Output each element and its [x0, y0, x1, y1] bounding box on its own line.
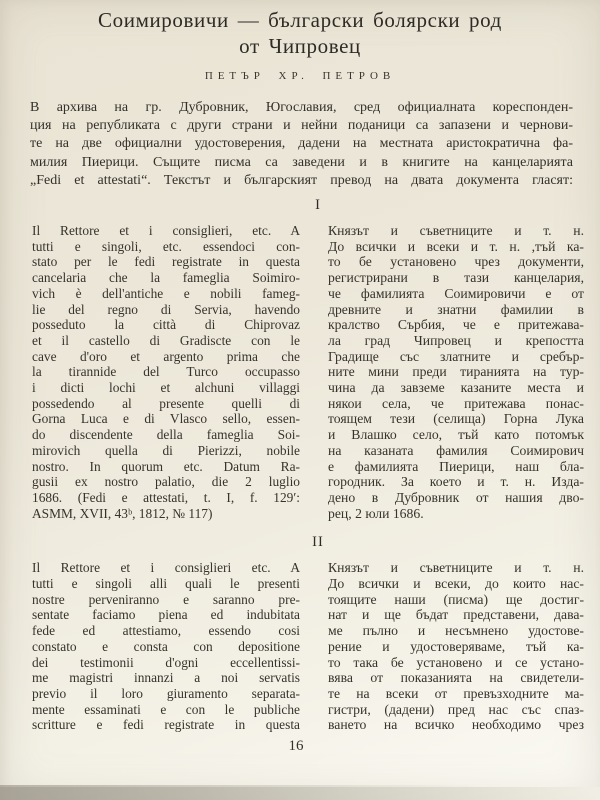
text-line: на казаната фамилия Соимирович [328, 442, 584, 458]
text-line: Князът и съветниците и т. н. [328, 560, 584, 576]
text-line: do discendente della fameglia Soi- [32, 427, 300, 443]
text-line: и Влашко село, тъй като потомък [328, 427, 584, 443]
text-line: posseduto la città di Chiprovaz [32, 317, 300, 333]
text-line: dei testimonii d'ogni eccellentissi- [32, 654, 300, 670]
text-line: че фамилията Соимировичи е от [328, 285, 584, 301]
text-line: mirovich quella di Pierizzi, nobile [32, 442, 300, 458]
text-line: previo il loro giuramento separata- [32, 686, 300, 701]
text-line: е фамилията Пиерици, наш бла- [328, 458, 584, 474]
text-line: древните и знатни фамилии в [328, 301, 584, 317]
section-1-left-column-italian [32, 223, 300, 521]
text-line: nostro. In quorum etc. Datum Ra- [32, 458, 300, 474]
photo-bottom-edge [0, 787, 600, 800]
text-line: sentate faciamo piena ed indubitata [32, 607, 300, 623]
text-line: Il Rettore et i consiglieri etc. A [32, 560, 300, 576]
text-line: la tirannide del Turco occupasso [32, 364, 300, 380]
text-line: ла град Чипровец и крепостта [328, 332, 584, 348]
text-line: ция на републиката с други страни и нейни поданици са запазени и чернови- [30, 118, 573, 134]
text-line: lie del regno di Servia, havendo [32, 301, 300, 317]
text-line: те на две официални удостоверения, дадени на местната аристократична фа- [30, 136, 573, 152]
section-1-right-column-bulgarian [328, 223, 584, 521]
text-line: i dicti lochi et alchuni villaggi [32, 380, 300, 396]
text-line: ването на всичко необходимо чрез [328, 717, 584, 733]
text-line: регистрирани в тази канцелария, [328, 270, 584, 286]
text-line: В архива на гр. Дубровник, Югославия, сред официалната кореспонден- [30, 100, 573, 115]
section-2-left-column-italian [32, 560, 300, 733]
text-line: scritture e fedi registrate in questa [32, 717, 300, 733]
text-line: gusii ex nostro palatio, die 2 luglio [32, 474, 300, 490]
section-marker-1: I [315, 197, 321, 214]
text-line: кралство Сърбия, че е притежава- [328, 317, 584, 333]
text-line: me magistri innanzi a noi servatis [32, 670, 300, 686]
text-line: fede ed attestiamo, essendo cosi [32, 623, 300, 639]
text-line: ASMM, XVII, 43ᵇ, 1812, № 117) [32, 505, 213, 521]
text-line: дено в Дубровник от нашия дво- [328, 489, 584, 505]
text-line: Градище със златните и сребър- [328, 348, 584, 364]
text-line: constato e consta con depositione [32, 638, 300, 654]
text-line: чина да завземе казаните места и [328, 380, 584, 396]
section-2-columns [32, 560, 584, 733]
page-title-line-2: от Чипровец [239, 34, 361, 58]
text-line: те на всеки от превъзходните ма- [328, 686, 584, 701]
text-line: Gorna Luca e di Vlasco sello, essen- [32, 411, 300, 427]
text-line: До всички и всеки и т. н. ,тъй ка- [328, 238, 584, 254]
author-name: ПЕТЪР ХР. ПЕТРОВ [204, 70, 396, 82]
text-line: городник. За което и т. н. Изда- [328, 474, 584, 490]
text-line: рец, 2 юли 1686. [328, 505, 424, 521]
text-line: cancelaria che la fameglia Soimiro- [32, 270, 300, 286]
page-title [0, 0, 600, 59]
section-marker-2: II [312, 534, 324, 551]
text-line: някои села, че притежава понас- [328, 395, 584, 411]
text-line: то бе установено чрез документи, [328, 254, 584, 270]
text-line: mente essaminati e con le publiche [32, 701, 300, 717]
text-line: милия Пиерици. Същите писма са заведени и в книгите на канцеларията [30, 154, 573, 170]
text-line: тоящем тези (селища) Горна Лука [328, 411, 584, 427]
text-line: гистри, (дадени) пред нас със спаз- [328, 701, 584, 717]
section-2-right-column-bulgarian [328, 560, 584, 733]
text-line: рение и удостоверяваме, тъй ка- [328, 638, 584, 654]
text-line: До всички и всеки, до които нас- [328, 576, 584, 592]
text-line: Il Rettore et i consiglieri, etc. A [32, 223, 300, 239]
text-line: тоящите наши (писма) ще достиг- [328, 591, 584, 607]
text-line: ме пълно и несъмнено удостове- [328, 623, 584, 639]
page-number: 16 [288, 738, 304, 754]
text-line: cave d'oro et argento prima che [32, 348, 300, 364]
text-line: nostre perveniranno e saranno pre- [32, 591, 300, 607]
text-line: нат и ще бъдат представени, дава- [328, 607, 584, 623]
text-line: то така бе установено и се устано- [328, 654, 584, 670]
text-line: „Fedi et attestati“. Текстът и българският превод на двата документа гласят: [30, 172, 573, 188]
text-line: tutti e singoli alli quali le presenti [32, 576, 300, 592]
intro-paragraph [30, 99, 573, 190]
text-line: tutti e singoli, etc. essendoci con- [32, 238, 300, 254]
text-line: stato per le fedi registrate in questa [32, 254, 300, 270]
text-line: vich è dell'antiche e nobili fameg- [32, 285, 300, 301]
page-title-line-1: Соимировичи — български болярски род [98, 8, 502, 32]
text-line: et il castello di Gradiscte con le [32, 332, 300, 348]
text-line: вява от показанията на свидетели- [328, 670, 584, 686]
section-1-columns [32, 223, 584, 521]
text-line: ните мини преди тиранията на тур- [328, 364, 584, 380]
text-line: Князът и съветниците и т. н. [328, 223, 584, 239]
text-line: 1686. (Fedi e attestati, t. I, f. 129′: [32, 489, 300, 505]
text-line: possedendo al presente quelli di [32, 395, 300, 411]
